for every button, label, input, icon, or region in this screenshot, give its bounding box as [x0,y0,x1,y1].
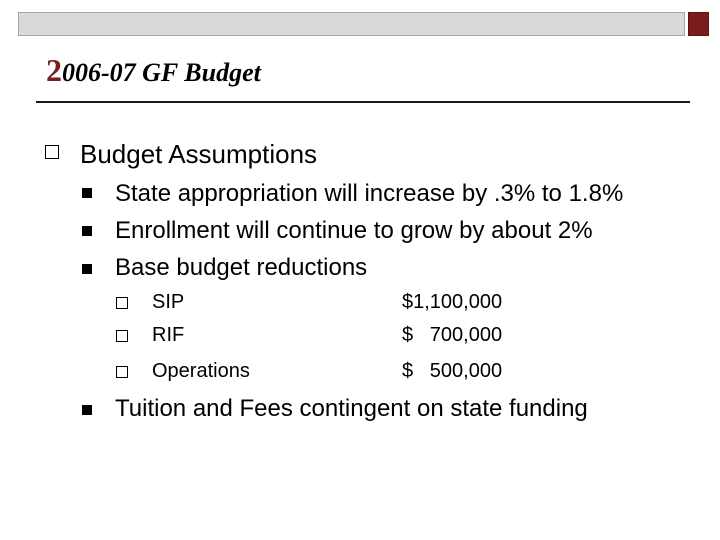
hollow-square-bullet-icon [116,297,128,309]
sub-bullet-text: Base budget reductions [115,254,368,281]
reduction-item: SIP [152,291,185,313]
square-bullet-icon [82,405,92,415]
slide-title-first-char: 2 [46,52,62,88]
sub-bullet-text: State appropriation will increase by .3% to 1.8% [115,180,624,207]
main-bullet-text: Budget Assumptions [80,139,318,169]
square-bullet-icon [82,188,92,198]
square-bullet-icon [82,264,92,274]
reduction-amount: $ 500,000 [402,360,503,382]
slide-title [46,52,261,89]
hollow-square-bullet-icon [45,145,59,159]
slide-title-text: 006-07 GF Budget [62,58,261,87]
header-accent-block [688,12,709,36]
reduction-item: RIF [152,324,185,346]
title-underline [36,101,690,103]
square-bullet-icon [82,226,92,236]
reduction-item: Operations [152,360,250,382]
header-bar [18,12,685,36]
hollow-square-bullet-icon [116,366,128,378]
hollow-square-bullet-icon [116,330,128,342]
sub-bullet-text: Tuition and Fees contingent on state funding [115,395,588,422]
reduction-amount: $ 700,000 [402,324,503,346]
sub-bullet-text: Enrollment will continue to grow by about 2% [115,217,593,244]
reduction-amount: $1,100,000 [402,291,503,313]
